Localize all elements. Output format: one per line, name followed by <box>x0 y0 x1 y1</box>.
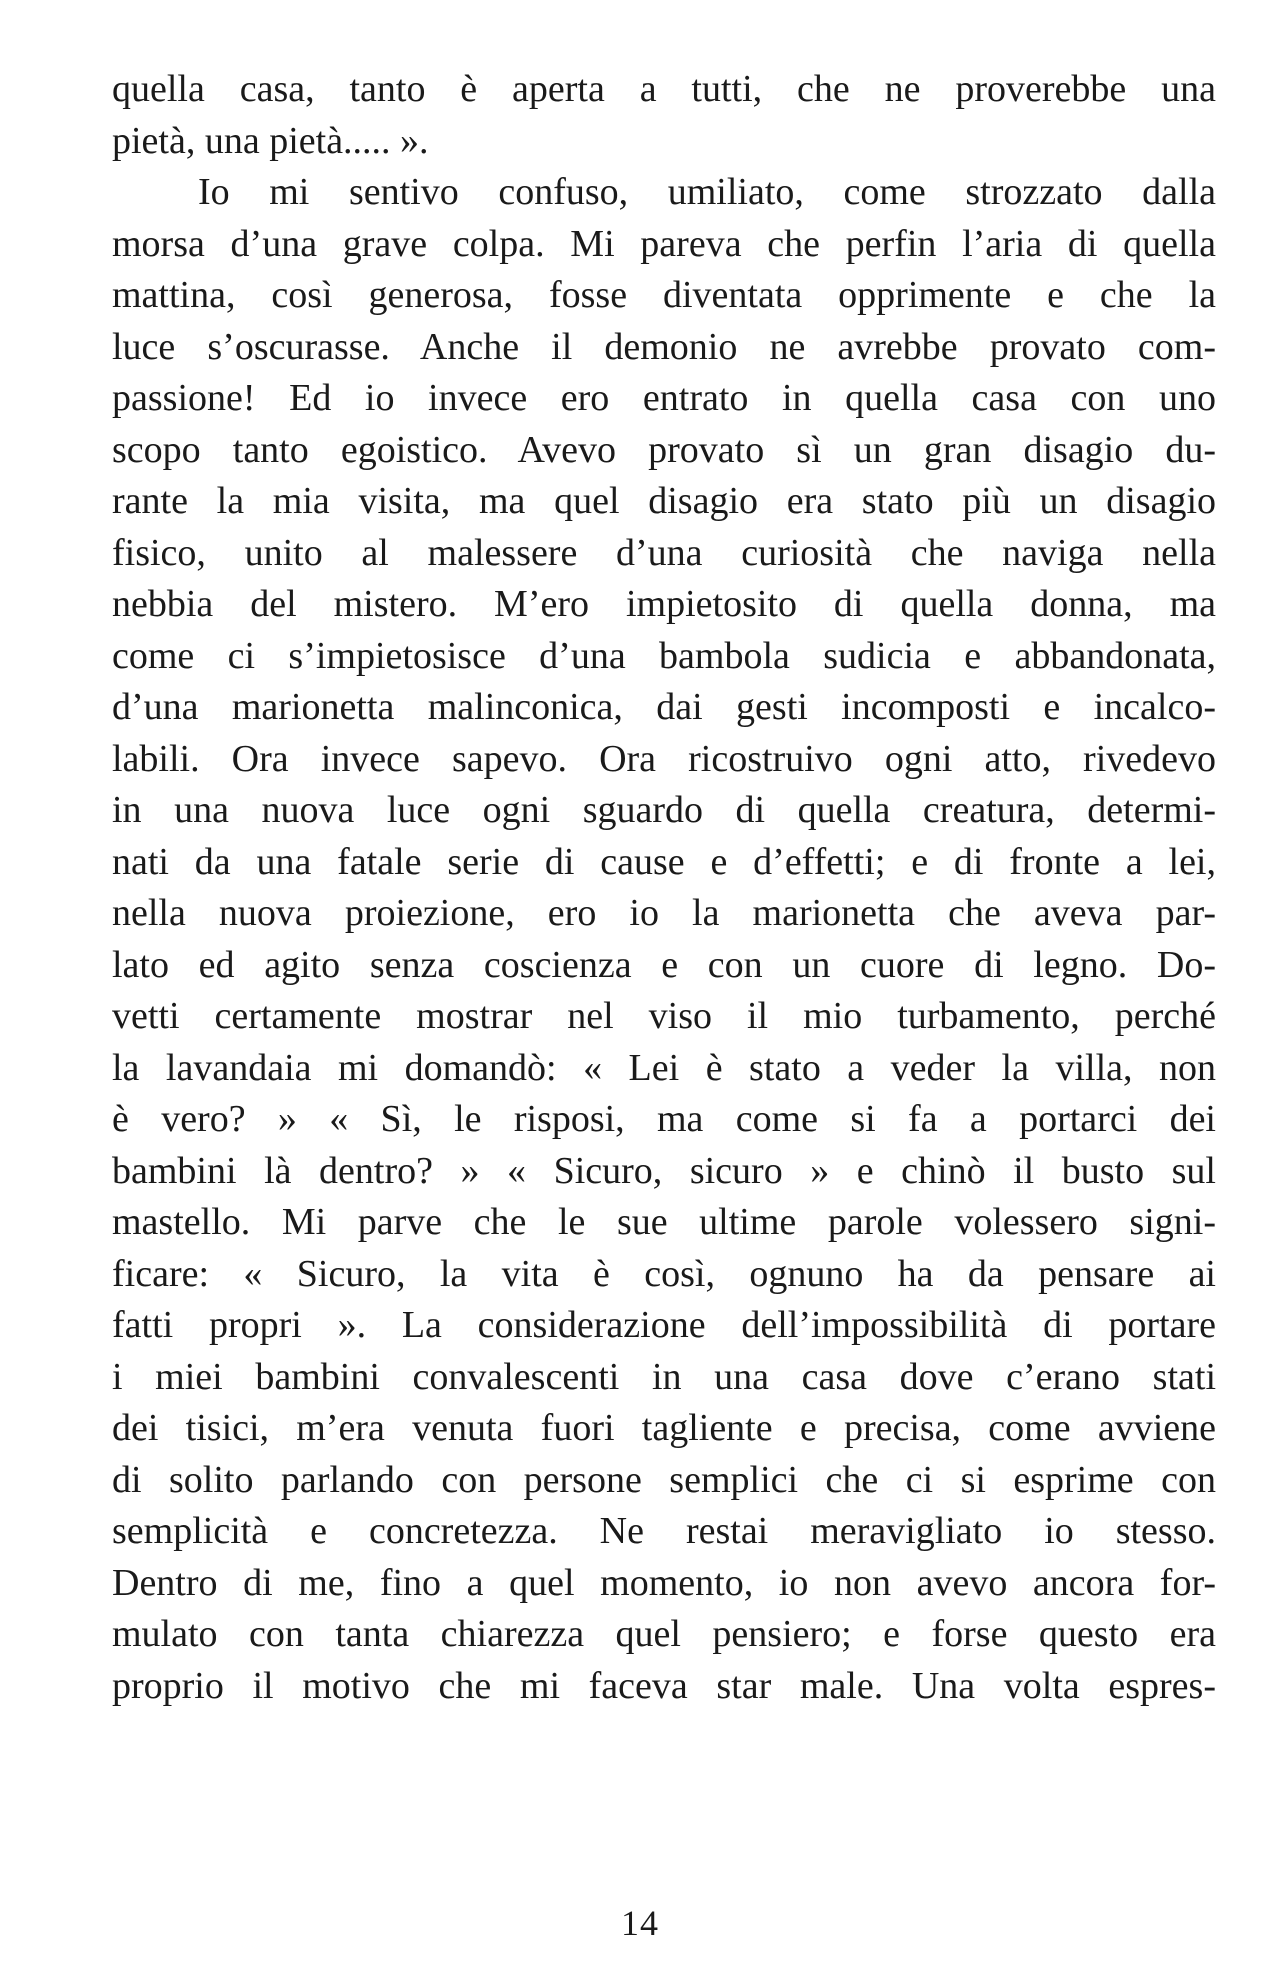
text-line: è vero? » « Sì, le risposi, ma come si fa a portarci dei <box>112 1098 1216 1140</box>
text-line: morsa d’una grave colpa. Mi pareva che perfin l’aria di quella <box>112 222 1216 265</box>
text-line: nati da una fatale serie di cause e d’effetti; e di fronte a lei, <box>112 840 1216 883</box>
text-line: mulato con tanta chiarezza quel pensiero; e forse questo era <box>112 1613 1216 1655</box>
text-line: rante la mia visita, ma quel disagio era stato più un disagio <box>112 480 1216 522</box>
text-line: lato ed agito senza coscienza e con un cuore di legno. Do- <box>112 943 1216 986</box>
body-text <box>112 64 1216 1712</box>
text-line: come ci s’impietosisce d’una bambola sudicia e abbandonata, <box>112 634 1216 677</box>
text-line: luce s’oscurasse. Anche il demonio ne avrebbe provato com- <box>112 325 1216 368</box>
text-line: la lavandaia mi domandò: « Lei è stato a veder la villa, non <box>112 1046 1216 1089</box>
text-line: mattina, così generosa, fosse diventata opprimente e che la <box>112 274 1216 316</box>
text-line: nella nuova proiezione, ero io la marionetta che aveva par- <box>112 892 1216 934</box>
text-line: passione! Ed io invece ero entrato in quella casa con uno <box>112 377 1216 419</box>
text-line: i miei bambini convalescenti in una casa dove c’erano stati <box>112 1355 1216 1398</box>
text-line: di solito parlando con persone semplici che ci si esprime con <box>112 1458 1216 1501</box>
text-line: proprio il motivo che mi faceva star male. Una volta espres- <box>112 1664 1216 1707</box>
text-line: semplicità e concretezza. Ne restai meravigliato io stesso. <box>112 1510 1216 1552</box>
text-line: d’una marionetta malinconica, dai gesti incomposti e incalco- <box>112 686 1216 728</box>
text-line: quella casa, tanto è aperta a tutti, che ne proverebbe una <box>112 68 1216 110</box>
text-line: ficare: « Sicuro, la vita è così, ognuno ha da pensare ai <box>112 1252 1216 1295</box>
text-line: Dentro di me, fino a quel momento, io non avevo ancora for- <box>112 1561 1216 1604</box>
text-line: fatti propri ». La considerazione dell’impossibilità di portare <box>112 1304 1216 1346</box>
text-line: scopo tanto egoistico. Avevo provato sì un gran disagio du- <box>112 428 1216 471</box>
text-line: vetti certamente mostrar nel viso il mio turbamento, perché <box>112 995 1216 1037</box>
text-line: labili. Ora invece sapevo. Ora ricostruivo ogni atto, rivedevo <box>112 737 1216 780</box>
text-line: pietà, una pietà..... ». <box>112 119 429 162</box>
text-line: bambini là dentro? » « Sicuro, sicuro » e chinò il busto sul <box>112 1149 1216 1192</box>
text-line: fisico, unito al malessere d’una curiosità che naviga nella <box>112 531 1216 574</box>
text-line: Io mi sentivo confuso, umiliato, come strozzato dalla <box>198 171 1216 213</box>
text-line: dei tisici, m’era venuta fuori tagliente e precisa, come avviene <box>112 1407 1216 1449</box>
text-line: mastello. Mi parve che le sue ultime parole volessero signi- <box>112 1201 1216 1243</box>
text-line: in una nuova luce ogni sguardo di quella creatura, determi- <box>112 789 1216 831</box>
page-number: 14 <box>621 1903 659 1943</box>
text-line: nebbia del mistero. M’ero impietosito di quella donna, ma <box>112 583 1216 625</box>
